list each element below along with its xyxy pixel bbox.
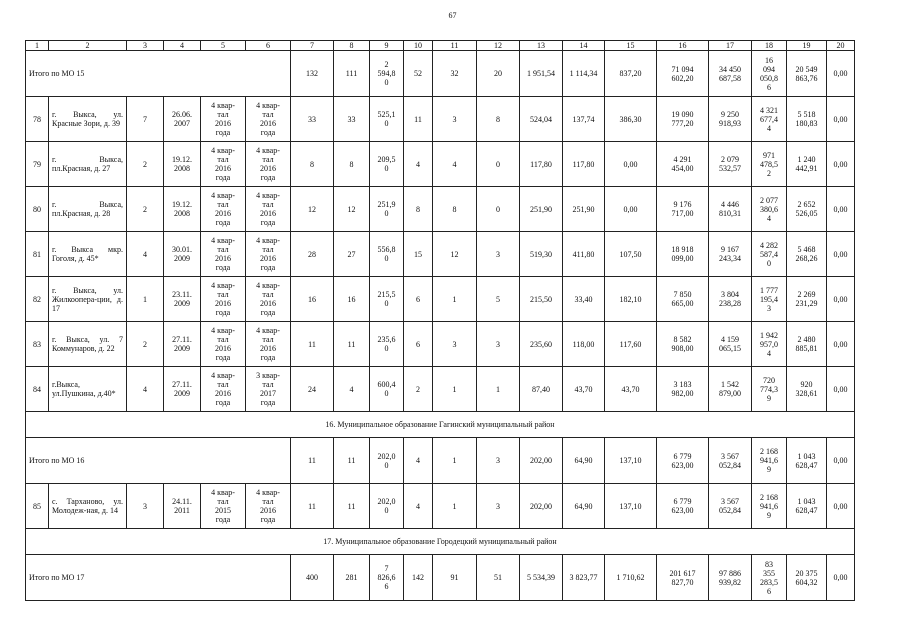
table-cell: 3 804 238,28: [709, 277, 752, 322]
table-cell: 19.12. 2008: [164, 187, 201, 232]
table-cell: 9 167 243,34: [709, 232, 752, 277]
table-cell: 4 159 065,15: [709, 322, 752, 367]
row-number: 84: [26, 367, 49, 412]
address-cell: г. Выкса, пл.Красная, д. 27: [49, 142, 127, 187]
table-cell: 9 250 918,93: [709, 97, 752, 142]
section-title: 16. Муниципальное образование Гагинский муниципальный район: [26, 412, 855, 438]
table-cell: 15: [404, 232, 433, 277]
table-cell: 71 094 602,20: [657, 51, 709, 97]
table-cell: 91: [433, 555, 477, 601]
address-cell: г. Выкса, ул. Красные Зори, д. 39: [49, 97, 127, 142]
table-cell: 24: [291, 367, 334, 412]
table-cell: 920 328,61: [787, 367, 827, 412]
column-number: 8: [334, 41, 370, 51]
section-title: 17. Муниципальное образование Городецкий муниципальный район: [26, 529, 855, 555]
table-cell: 107,50: [605, 232, 657, 277]
table-cell: 19.12. 2008: [164, 142, 201, 187]
table-cell: 16 094 050,8 6: [752, 51, 787, 97]
table-cell: 3: [433, 97, 477, 142]
section-row: [26, 529, 855, 555]
table-cell: 519,30: [520, 232, 563, 277]
table-cell: 3: [127, 484, 164, 529]
address-cell: г. Выкса, ул. 7 Коммунаров, д. 22: [49, 322, 127, 367]
row-number: 79: [26, 142, 49, 187]
table-cell: 6: [404, 322, 433, 367]
table-cell: 5 534,39: [520, 555, 563, 601]
table-cell: 2 168 941,6 9: [752, 438, 787, 484]
table-cell: 11: [334, 438, 370, 484]
table-row: [26, 187, 855, 232]
column-number: 10: [404, 41, 433, 51]
table-cell: 2: [127, 322, 164, 367]
table-row: [26, 367, 855, 412]
table-cell: 2: [127, 142, 164, 187]
table-cell: 209,5 0: [370, 142, 404, 187]
table-row: [26, 484, 855, 529]
total-row: [26, 555, 855, 601]
table-row: [26, 277, 855, 322]
table-cell: 4 квар- тал 2016 года: [246, 97, 291, 142]
table-cell: 83 355 283,5 6: [752, 555, 787, 601]
table-cell: 3 квар- тал 2017 года: [246, 367, 291, 412]
table-cell: 43,70: [605, 367, 657, 412]
header-row: [26, 41, 855, 51]
table-cell: 30.01. 2009: [164, 232, 201, 277]
table-cell: 2 480 885,81: [787, 322, 827, 367]
table-cell: 251,90: [520, 187, 563, 232]
table-cell: 0,00: [827, 277, 855, 322]
table-cell: 4 321 677,4 4: [752, 97, 787, 142]
table-cell: 11: [291, 438, 334, 484]
address-cell: г.Выкса, ул.Пушкина, д.40*: [49, 367, 127, 412]
column-number: 17: [709, 41, 752, 51]
column-number: 11: [433, 41, 477, 51]
table-cell: 27: [334, 232, 370, 277]
table-cell: 117,80: [520, 142, 563, 187]
table-cell: 11: [334, 322, 370, 367]
column-number: 9: [370, 41, 404, 51]
table-cell: 202,00: [520, 438, 563, 484]
table-cell: 4 квар- тал 2016 года: [246, 484, 291, 529]
table-cell: 4 квар- тал 2016 года: [246, 232, 291, 277]
table-cell: 5: [477, 277, 520, 322]
table-cell: 235,6 0: [370, 322, 404, 367]
table-cell: 7 826,6 6: [370, 555, 404, 601]
table-cell: 33: [291, 97, 334, 142]
table-cell: 524,04: [520, 97, 563, 142]
table-cell: 2: [127, 187, 164, 232]
column-number: 4: [164, 41, 201, 51]
table-cell: 1 114,34: [563, 51, 605, 97]
table-cell: 117,60: [605, 322, 657, 367]
table-cell: 235,60: [520, 322, 563, 367]
table-cell: 4 квар- тал 2016 года: [246, 187, 291, 232]
table-cell: 4: [404, 484, 433, 529]
table-cell: 4 квар- тал 2016 года: [201, 367, 246, 412]
table-cell: 4 282 587,4 0: [752, 232, 787, 277]
table-cell: 34 450 687,58: [709, 51, 752, 97]
table-cell: 2 594,8 0: [370, 51, 404, 97]
table-cell: 1: [433, 438, 477, 484]
table-cell: 1: [477, 367, 520, 412]
table-cell: 1 043 628,47: [787, 438, 827, 484]
table-cell: 0,00: [605, 142, 657, 187]
column-number: 3: [127, 41, 164, 51]
table-cell: 0,00: [827, 322, 855, 367]
total-label: Итого по МО 17: [26, 555, 291, 601]
table-cell: 2 168 941,6 9: [752, 484, 787, 529]
table-cell: 8: [291, 142, 334, 187]
table-cell: 525,1 0: [370, 97, 404, 142]
table-cell: 11: [291, 484, 334, 529]
table-cell: 251,9 0: [370, 187, 404, 232]
table-cell: 3: [477, 232, 520, 277]
table-cell: 1 951,54: [520, 51, 563, 97]
row-number: 81: [26, 232, 49, 277]
table-cell: 4 квар- тал 2016 года: [201, 142, 246, 187]
table-cell: 137,74: [563, 97, 605, 142]
table-cell: 24.11. 2011: [164, 484, 201, 529]
table-cell: 182,10: [605, 277, 657, 322]
table-cell: 1 542 879,00: [709, 367, 752, 412]
table-cell: 20 549 863,76: [787, 51, 827, 97]
column-number: 16: [657, 41, 709, 51]
table-cell: 4 квар- тал 2016 года: [201, 187, 246, 232]
table-cell: 137,10: [605, 438, 657, 484]
table-cell: 51: [477, 555, 520, 601]
table-cell: 8 582 908,00: [657, 322, 709, 367]
table-cell: 16: [291, 277, 334, 322]
table-cell: 18 918 099,00: [657, 232, 709, 277]
table-cell: 4 квар- тал 2016 года: [201, 97, 246, 142]
table-cell: 1: [433, 484, 477, 529]
column-number: 12: [477, 41, 520, 51]
table-cell: 27.11. 2009: [164, 367, 201, 412]
row-number: 85: [26, 484, 49, 529]
table-cell: 2 269 231,29: [787, 277, 827, 322]
table-cell: 1 240 442,91: [787, 142, 827, 187]
table-cell: 0,00: [827, 142, 855, 187]
table-cell: 0,00: [827, 232, 855, 277]
table-cell: 12: [291, 187, 334, 232]
table-cell: 556,8 0: [370, 232, 404, 277]
table-cell: 4 291 454,00: [657, 142, 709, 187]
section-row: [26, 412, 855, 438]
table-cell: 137,10: [605, 484, 657, 529]
column-number: 5: [201, 41, 246, 51]
table-row: [26, 232, 855, 277]
table-cell: 4: [334, 367, 370, 412]
table-row: [26, 97, 855, 142]
table-cell: 97 886 939,82: [709, 555, 752, 601]
total-row: [26, 438, 855, 484]
table-cell: 117,80: [563, 142, 605, 187]
table-cell: 3 567 052,84: [709, 484, 752, 529]
table-cell: 837,20: [605, 51, 657, 97]
table-cell: 1 710,62: [605, 555, 657, 601]
row-number: 82: [26, 277, 49, 322]
address-cell: г. Выкса, пл.Красная, д. 28: [49, 187, 127, 232]
table-cell: 281: [334, 555, 370, 601]
table-cell: 4: [404, 142, 433, 187]
table-cell: 28: [291, 232, 334, 277]
table-cell: 411,80: [563, 232, 605, 277]
column-number: 2: [49, 41, 127, 51]
table-cell: 4: [433, 142, 477, 187]
table-cell: 5 518 180,83: [787, 97, 827, 142]
table-cell: 6 779 623,00: [657, 438, 709, 484]
table-cell: 2 079 532,57: [709, 142, 752, 187]
table-cell: 132: [291, 51, 334, 97]
table-cell: 2: [404, 367, 433, 412]
column-number: 13: [520, 41, 563, 51]
table-cell: 251,90: [563, 187, 605, 232]
table-cell: 7 850 665,00: [657, 277, 709, 322]
table-cell: 215,50: [520, 277, 563, 322]
table-cell: 4 квар- тал 2016 года: [246, 142, 291, 187]
table-cell: 20 375 604,32: [787, 555, 827, 601]
table-cell: 5 468 268,26: [787, 232, 827, 277]
page-number: 67: [448, 11, 457, 20]
table-cell: 4 квар- тал 2016 года: [246, 322, 291, 367]
table-cell: 0,00: [827, 367, 855, 412]
table-cell: 4: [127, 232, 164, 277]
table-cell: 26.06. 2007: [164, 97, 201, 142]
table-cell: 4 446 810,31: [709, 187, 752, 232]
table-cell: 0,00: [827, 438, 855, 484]
table-cell: 720 774,3 9: [752, 367, 787, 412]
column-number: 6: [246, 41, 291, 51]
table-cell: 0: [477, 142, 520, 187]
table-cell: 4 квар- тал 2016 года: [246, 277, 291, 322]
total-label: Итого по МО 16: [26, 438, 291, 484]
table-cell: 3 567 052,84: [709, 438, 752, 484]
table-cell: 1 043 628,47: [787, 484, 827, 529]
table-cell: 11: [291, 322, 334, 367]
address-cell: г. Выкса, ул. Жилкоопера-ции, д. 17: [49, 277, 127, 322]
table-row: [26, 322, 855, 367]
table-cell: 3 183 982,00: [657, 367, 709, 412]
table-cell: 118,00: [563, 322, 605, 367]
table-cell: 16: [334, 277, 370, 322]
table-cell: 32: [433, 51, 477, 97]
column-number: 1: [26, 41, 49, 51]
table-cell: 4 квар- тал 2016 года: [201, 232, 246, 277]
table-cell: 3: [433, 322, 477, 367]
table-body: [26, 41, 855, 601]
table-cell: 3: [477, 322, 520, 367]
table-cell: 52: [404, 51, 433, 97]
table-cell: 142: [404, 555, 433, 601]
column-number: 14: [563, 41, 605, 51]
address-cell: с. Тарханово, ул. Молодеж-ная, д. 14: [49, 484, 127, 529]
table-cell: 87,40: [520, 367, 563, 412]
table-cell: 0,00: [827, 187, 855, 232]
table-cell: 6 779 623,00: [657, 484, 709, 529]
table-cell: 1 942 957,0 4: [752, 322, 787, 367]
table-cell: 33,40: [563, 277, 605, 322]
row-number: 78: [26, 97, 49, 142]
table-cell: 1: [433, 277, 477, 322]
table-cell: 6: [404, 277, 433, 322]
column-number: 15: [605, 41, 657, 51]
table-cell: 43,70: [563, 367, 605, 412]
table-cell: 386,30: [605, 97, 657, 142]
table-cell: 202,0 0: [370, 438, 404, 484]
row-number: 83: [26, 322, 49, 367]
column-number: 20: [827, 41, 855, 51]
column-number: 7: [291, 41, 334, 51]
table-cell: 12: [334, 187, 370, 232]
table-cell: 8: [334, 142, 370, 187]
table-cell: 0: [477, 187, 520, 232]
table-cell: 2 652 526,05: [787, 187, 827, 232]
table-cell: 0,00: [605, 187, 657, 232]
table-cell: 4 квар- тал 2016 года: [201, 322, 246, 367]
table-cell: 202,0 0: [370, 484, 404, 529]
table-cell: 23.11. 2009: [164, 277, 201, 322]
table-cell: 8: [404, 187, 433, 232]
table-cell: 3: [477, 438, 520, 484]
table-cell: 8: [433, 187, 477, 232]
table-cell: 4: [127, 367, 164, 412]
table-cell: 27.11. 2009: [164, 322, 201, 367]
table-cell: 215,5 0: [370, 277, 404, 322]
total-label: Итого по МО 15: [26, 51, 291, 97]
table-cell: 9 176 717,00: [657, 187, 709, 232]
table-cell: 64,90: [563, 438, 605, 484]
table-cell: 4: [404, 438, 433, 484]
table-row: [26, 142, 855, 187]
table-cell: 400: [291, 555, 334, 601]
table-cell: 3: [477, 484, 520, 529]
table-cell: 0,00: [827, 97, 855, 142]
table-cell: 64,90: [563, 484, 605, 529]
table-cell: 600,4 0: [370, 367, 404, 412]
table-cell: 11: [404, 97, 433, 142]
table-cell: 12: [433, 232, 477, 277]
table-cell: 11: [334, 484, 370, 529]
column-number: 19: [787, 41, 827, 51]
table-cell: 0,00: [827, 484, 855, 529]
table-cell: 20: [477, 51, 520, 97]
table-cell: 0,00: [827, 51, 855, 97]
column-number: 18: [752, 41, 787, 51]
housing-table: [25, 40, 855, 601]
table-cell: 202,00: [520, 484, 563, 529]
table-cell: 1 777 195,4 3: [752, 277, 787, 322]
table-cell: 201 617 827,70: [657, 555, 709, 601]
table-cell: 111: [334, 51, 370, 97]
table-cell: 4 квар- тал 2015 года: [201, 484, 246, 529]
table-cell: 0,00: [827, 555, 855, 601]
total-row: [26, 51, 855, 97]
address-cell: г. Выкса мкр. Гоголя, д. 45*: [49, 232, 127, 277]
table-cell: 19 090 777,20: [657, 97, 709, 142]
table-cell: 33: [334, 97, 370, 142]
table-cell: 8: [477, 97, 520, 142]
row-number: 80: [26, 187, 49, 232]
table-cell: 4 квар- тал 2016 года: [201, 277, 246, 322]
table-cell: 1: [433, 367, 477, 412]
table-cell: 3 823,77: [563, 555, 605, 601]
table-cell: 971 478,5 2: [752, 142, 787, 187]
table-cell: 1: [127, 277, 164, 322]
table-cell: 2 077 380,6 4: [752, 187, 787, 232]
table-cell: 7: [127, 97, 164, 142]
